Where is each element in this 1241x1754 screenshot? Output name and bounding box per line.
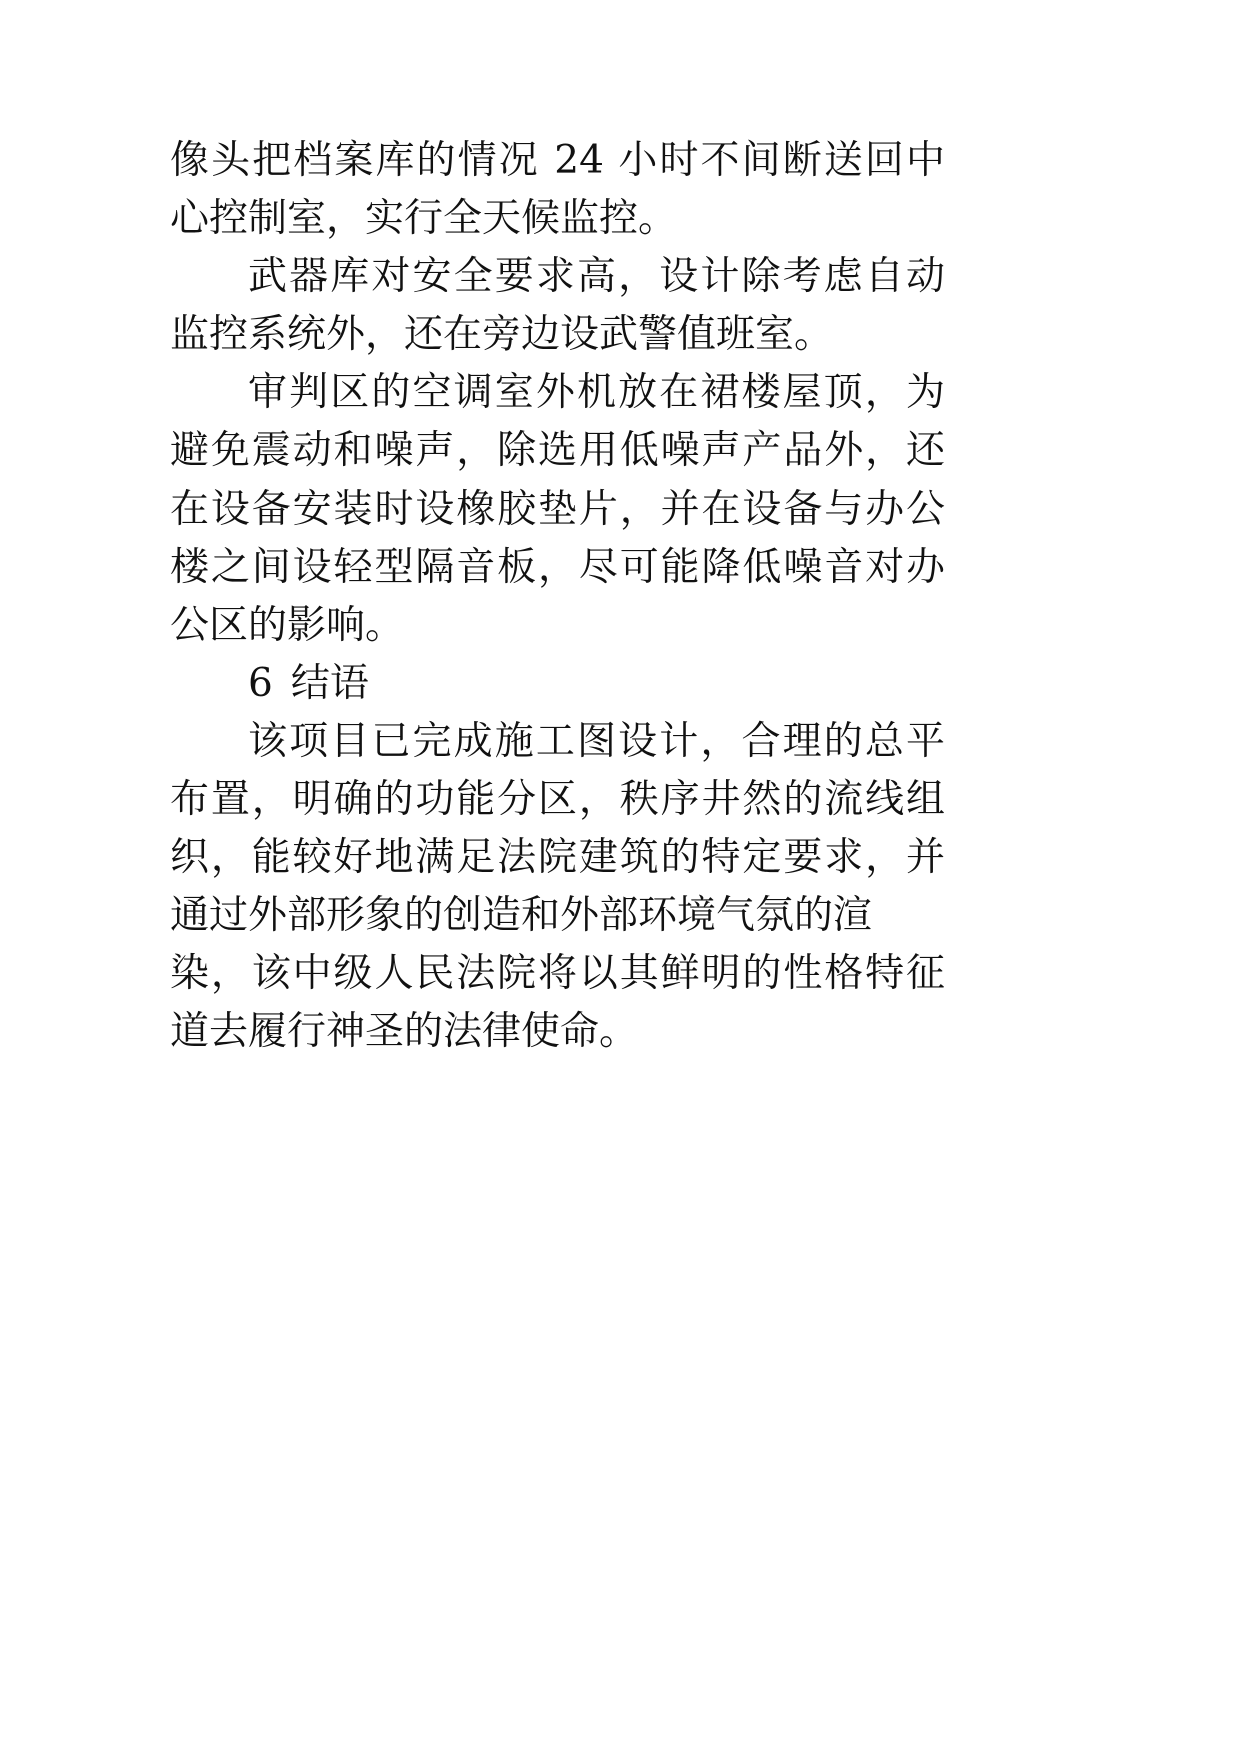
text-line: 心控制室，实行全天候监控。 bbox=[170, 196, 678, 242]
text-line: 布置，明确的功能分区，秩序井然的流线组 bbox=[170, 777, 945, 823]
text-line: 织，能较好地满足法院建筑的特定要求，并 bbox=[170, 835, 945, 881]
text-line: 通过外部形象的创造和外部环境气氛的渲 bbox=[170, 893, 873, 939]
text-line: 染，该中级人民法院将以其鲜明的性格特征 bbox=[170, 951, 945, 997]
text-line: 公区的影响。 bbox=[170, 602, 405, 648]
section-title: 结语 bbox=[290, 660, 369, 706]
text-line: 审判区的空调室外机放在裙楼屋顶，为 bbox=[248, 370, 945, 416]
paragraph-air-conditioning bbox=[170, 364, 945, 654]
text-line: 道去履行神圣的法律使命。 bbox=[170, 1009, 639, 1055]
section-number: 6 bbox=[248, 660, 273, 706]
paragraph-conclusion bbox=[170, 713, 945, 1062]
text-line: 监控系统外，还在旁边设武警值班室。 bbox=[170, 312, 834, 358]
body-text bbox=[170, 132, 945, 1062]
text-line: 武器库对安全要求高，设计除考虑自动 bbox=[248, 254, 945, 300]
text-line: 该项目已完成施工图设计，合理的总平 bbox=[248, 718, 945, 764]
text-line: 避免震动和噪声，除选用低噪声产品外，还 bbox=[170, 428, 945, 474]
text-line: 楼之间设轻型隔音板，尽可能降低噪音对办 bbox=[170, 544, 945, 590]
paragraph-armory bbox=[170, 248, 945, 364]
paragraph-monitoring bbox=[170, 132, 945, 248]
text-line: 在设备安装时设橡胶垫片，并在设备与办公 bbox=[170, 486, 945, 532]
section-heading bbox=[170, 655, 945, 713]
text-line: 像头把档案库的情况 24 小时不间断送回中 bbox=[170, 138, 945, 183]
